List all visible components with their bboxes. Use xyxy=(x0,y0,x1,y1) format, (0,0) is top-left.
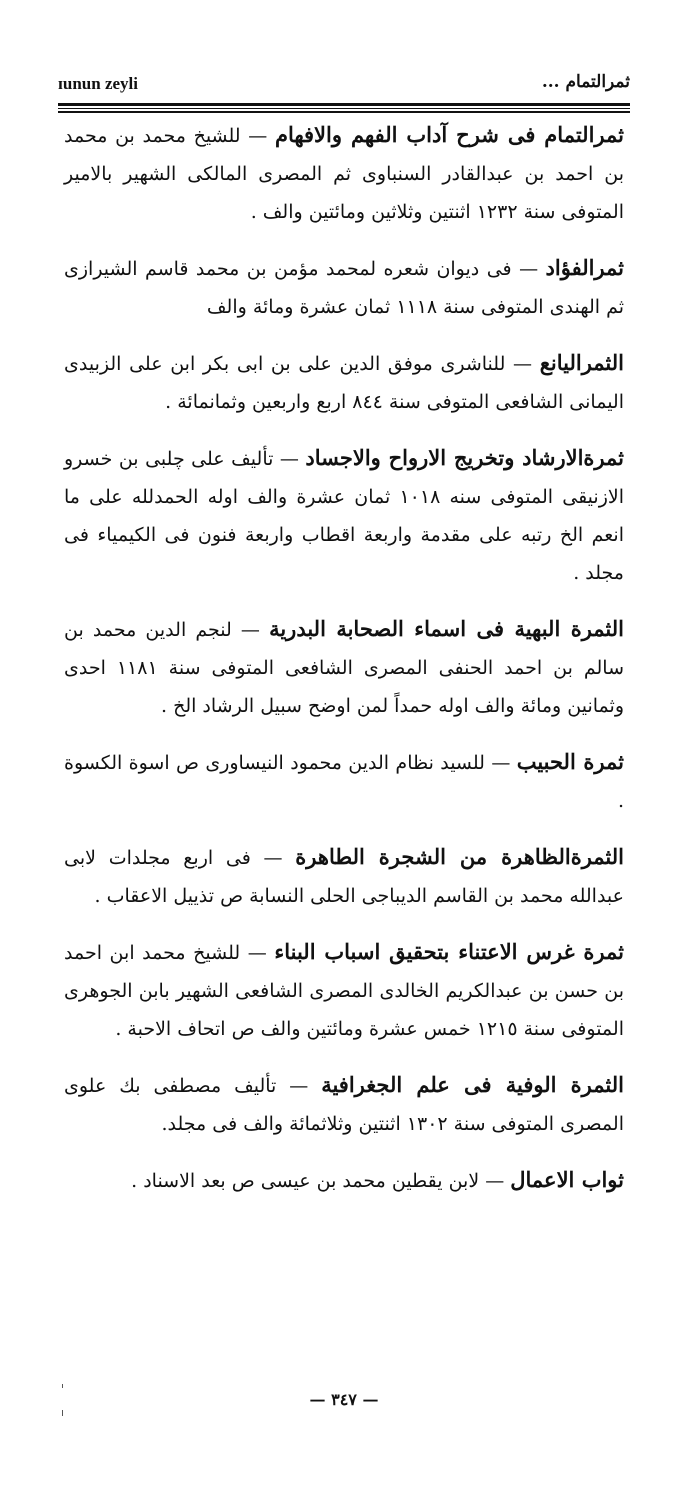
entry-item xyxy=(64,249,624,326)
entry-text: — لابن يقطين محمد بن عيسى ص بعد الاسناد . xyxy=(131,1170,511,1192)
entry-item xyxy=(64,838,624,915)
entry-title: ثمرالفؤاد xyxy=(545,255,624,280)
entry-item xyxy=(64,439,624,592)
header-entry-range: ثمرالتمام ... xyxy=(541,72,630,92)
entry-title: الثمراليانع xyxy=(539,350,624,375)
header-book-title: ɪunun zeyli xyxy=(58,74,138,93)
header-rule-thin xyxy=(58,108,630,109)
entry-text: — فى اربع مجلدات لابى عبدالله محمد بن القاسم الديباجى الحلى النسابة ص تذييل الاعقاب . xyxy=(64,847,624,907)
entry-title: ثمرة غرس الاعتناء بتحقيق اسباب البناء xyxy=(274,939,624,964)
entry-text: — للناشرى موفق الدين على بن ابى بكر ابن على الزبيدى اليمانى الشافعى المتوفى سنة ٨٤٤ اربع واربعين وثمانمائة . xyxy=(64,353,624,413)
margin-mark xyxy=(62,1384,63,1388)
entry-text: — للشيخ محمد ابن احمد بن حسن بن عبدالكريم الخالدى المصرى الشافعى الشهير بابن الجوهرى المتوفى سنة ١٢١٥ خمس عشرة ومائتين والف ص اتحاف الاحبة . xyxy=(64,942,624,1040)
entry-text: — لنجم الدين محمد بن سالم بن احمد الحنفى المصرى الشافعى المتوفى سنة ١١٨١ احدى وثمانين ومائة والف اوله حمداً لمن اوضح سبيل الرشاد الخ . xyxy=(64,619,624,717)
entry-item xyxy=(64,933,624,1048)
header-rule-thick xyxy=(58,103,630,106)
entry-title: ثواب الاعمال xyxy=(510,1167,624,1192)
entry-text: — فى ديوان شعره لمحمد مؤمن بن محمد قاسم الشيرازى ثم الهندى المتوفى سنة ١١١٨ ثمان عشرة ومائة والف xyxy=(64,258,624,318)
entry-title: الثمرة الوفية فى علم الجغرافية xyxy=(321,1072,624,1097)
page-number: — ٣٤٧ — xyxy=(309,1390,379,1409)
entry-title: الثمرة البهية فى اسماء الصحابة البدرية xyxy=(269,616,624,641)
entry-text: — تأليف على چلبى بن خسرو الازنيقى المتوفى سنه ١٠١٨ ثمان عشرة والف اوله الحمدلله على ما انعم الخ رتبه على مقدمة واربعة اقطاب واربعة فنون فى الكيمياء فى مجلد . xyxy=(64,448,624,584)
entry-item xyxy=(64,743,624,820)
entry-title: ثمرالتمام فى شرح آداب الفهم والافهام xyxy=(274,122,624,147)
entry-title: ثمرةالارشاد وتخريج الارواح والاجساد xyxy=(305,445,624,470)
entry-text: — للشيخ محمد بن محمد بن احمد بن عبدالقادر السنباوى ثم المصرى المالكى الشهير بالامير المتوفى سنة ١٢٣٢ اثنتين وثلاثين ومائتين والف . xyxy=(64,125,624,223)
entry-item xyxy=(64,1161,624,1200)
entry-list xyxy=(64,116,624,1218)
running-header xyxy=(58,74,630,100)
entry-item xyxy=(64,610,624,725)
entry-title: ثمرة الحبيب xyxy=(516,749,625,774)
entry-item xyxy=(64,344,624,421)
entry-item xyxy=(64,1066,624,1143)
entry-title: الثمرةالظاهرة من الشجرة الطاهرة xyxy=(295,844,624,869)
header-rule-bottom xyxy=(58,111,630,113)
entry-text: — تأليف مصطفى بك علوى المصرى المتوفى سنة ١٣٠٢ اثنتين وثلاثمائة والف فى مجلد. xyxy=(64,1075,624,1135)
entry-item xyxy=(64,116,624,231)
entry-text: — للسيد نظام الدين محمود النيساورى ص اسوة الكسوة . xyxy=(64,752,624,812)
margin-mark xyxy=(62,1410,63,1416)
